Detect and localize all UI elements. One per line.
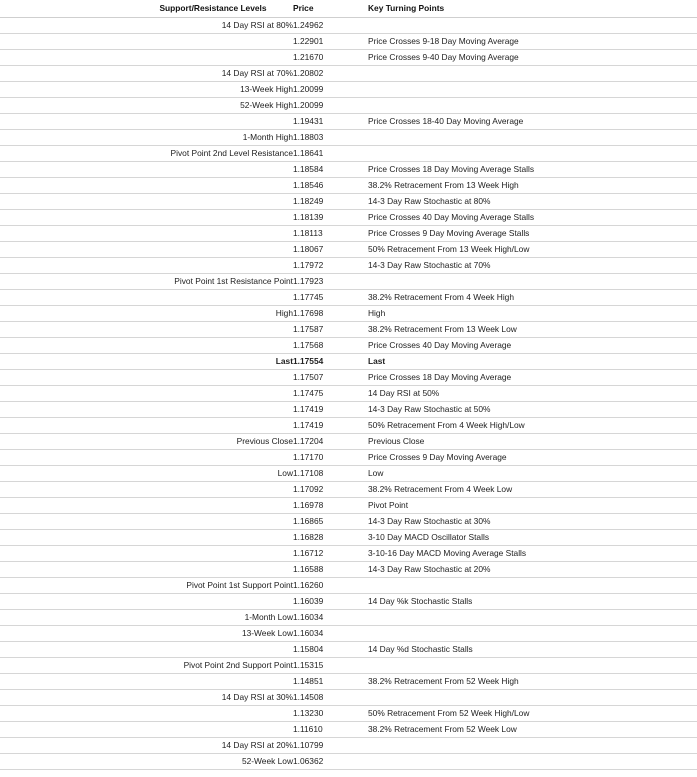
price-cell: 1.06362 [293,754,368,770]
table-row [0,658,697,674]
level-cell [0,210,293,226]
level-cell: 14 Day RSI at 30% [0,690,293,706]
price-cell: 1.10799 [293,738,368,754]
table-row [0,354,697,370]
turning-point-cell: 50% Retracement From 13 Week High/Low [368,242,697,258]
table-row [0,370,697,386]
level-cell [0,114,293,130]
price-cell: 1.17170 [293,450,368,466]
level-cell [0,514,293,530]
price-cell: 1.17698 [293,306,368,322]
turning-point-cell: Pivot Point [368,498,697,514]
price-cell: 1.24962 [293,18,368,34]
table-header-row [0,0,697,18]
level-cell: Low [0,466,293,482]
level-cell [0,674,293,690]
table-row [0,146,697,162]
price-cell: 1.18067 [293,242,368,258]
level-cell: 13-Week High [0,82,293,98]
turning-point-cell: Price Crosses 9 Day Moving Average [368,450,697,466]
turning-point-cell: 14-3 Day Raw Stochastic at 20% [368,562,697,578]
turning-point-cell [368,610,697,626]
level-cell [0,50,293,66]
price-cell: 1.16865 [293,514,368,530]
table-row [0,402,697,418]
turning-point-cell: 14 Day %k Stochastic Stalls [368,594,697,610]
table-row [0,674,697,690]
turning-point-cell [368,578,697,594]
turning-point-cell [368,274,697,290]
level-cell [0,546,293,562]
turning-point-cell: 50% Retracement From 52 Week High/Low [368,706,697,722]
price-cell: 1.18139 [293,210,368,226]
turning-point-cell: 14-3 Day Raw Stochastic at 30% [368,514,697,530]
turning-point-cell: 14 Day RSI at 50% [368,386,697,402]
price-cell: 1.15315 [293,658,368,674]
level-cell [0,178,293,194]
turning-point-cell: Low [368,466,697,482]
level-cell [0,242,293,258]
level-cell: 1-Month High [0,130,293,146]
turning-point-cell [368,626,697,642]
table-body [0,18,697,770]
turning-point-cell: 14-3 Day Raw Stochastic at 80% [368,194,697,210]
table-row [0,578,697,594]
table-row [0,386,697,402]
table-row [0,162,697,178]
turning-point-cell: 14-3 Day Raw Stochastic at 50% [368,402,697,418]
table-row [0,50,697,66]
table-row [0,242,697,258]
table-row [0,114,697,130]
turning-point-cell [368,82,697,98]
level-cell [0,418,293,434]
table-row [0,306,697,322]
turning-point-cell [368,18,697,34]
price-cell: 1.20802 [293,66,368,82]
table-row [0,258,697,274]
turning-point-cell: Price Crosses 40 Day Moving Average [368,338,697,354]
turning-point-cell [368,146,697,162]
table-row [0,530,697,546]
turning-point-cell: 38.2% Retracement From 4 Week High [368,290,697,306]
table-row [0,642,697,658]
table-row [0,562,697,578]
price-cell: 1.16260 [293,578,368,594]
level-cell: Pivot Point 2nd Level Resistance [0,146,293,162]
turning-point-cell: Price Crosses 9 Day Moving Average Stalls [368,226,697,242]
turning-point-cell: Price Crosses 9-18 Day Moving Average [368,34,697,50]
table-row [0,738,697,754]
turning-point-cell: Price Crosses 40 Day Moving Average Stalls [368,210,697,226]
turning-point-cell: Price Crosses 9-40 Day Moving Average [368,50,697,66]
price-cell: 1.17419 [293,402,368,418]
turning-point-cell: 38.2% Retracement From 52 Week High [368,674,697,690]
price-cell: 1.16034 [293,626,368,642]
price-cell: 1.17419 [293,418,368,434]
table-row [0,418,697,434]
turning-point-cell: 38.2% Retracement From 13 Week High [368,178,697,194]
level-cell [0,386,293,402]
table-row [0,178,697,194]
level-cell [0,338,293,354]
price-cell: 1.18803 [293,130,368,146]
header-points: Key Turning Points [368,0,697,18]
price-cell: 1.14508 [293,690,368,706]
level-cell [0,194,293,210]
price-cell: 1.14851 [293,674,368,690]
price-cell: 1.18584 [293,162,368,178]
table-row [0,130,697,146]
price-cell: 1.20099 [293,98,368,114]
table-row [0,274,697,290]
level-cell: Pivot Point 2nd Support Point [0,658,293,674]
table-row [0,98,697,114]
level-cell [0,450,293,466]
level-cell [0,722,293,738]
level-cell: Last [0,354,293,370]
turning-point-cell [368,738,697,754]
price-cell: 1.17507 [293,370,368,386]
table-row [0,66,697,82]
level-cell: 52-Week High [0,98,293,114]
turning-point-cell [368,658,697,674]
turning-point-cell: Price Crosses 18-40 Day Moving Average [368,114,697,130]
level-cell: Pivot Point 1st Support Point [0,578,293,594]
level-cell [0,290,293,306]
price-cell: 1.17923 [293,274,368,290]
price-cell: 1.16712 [293,546,368,562]
level-cell [0,370,293,386]
price-cell: 1.16034 [293,610,368,626]
level-cell [0,530,293,546]
price-cell: 1.13230 [293,706,368,722]
level-cell [0,562,293,578]
table-row [0,514,697,530]
table-row [0,466,697,482]
table-row [0,322,697,338]
level-cell [0,162,293,178]
price-cell: 1.22901 [293,34,368,50]
level-cell [0,706,293,722]
table-row [0,722,697,738]
turning-point-cell [368,754,697,770]
price-cell: 1.17475 [293,386,368,402]
table-row [0,498,697,514]
turning-point-cell: 3-10-16 Day MACD Moving Average Stalls [368,546,697,562]
turning-point-cell: 38.2% Retracement From 13 Week Low [368,322,697,338]
turning-point-cell [368,66,697,82]
header-price: Price [293,0,368,18]
price-cell: 1.16039 [293,594,368,610]
table-row [0,626,697,642]
price-cell: 1.20099 [293,82,368,98]
turning-point-cell [368,690,697,706]
level-cell [0,498,293,514]
table-row [0,546,697,562]
price-cell: 1.17972 [293,258,368,274]
turning-point-cell: 14-3 Day Raw Stochastic at 70% [368,258,697,274]
turning-point-cell: 3-10 Day MACD Oscillator Stalls [368,530,697,546]
turning-point-cell: 38.2% Retracement From 52 Week Low [368,722,697,738]
level-cell [0,482,293,498]
turning-point-cell [368,130,697,146]
table-row [0,434,697,450]
level-cell: 14 Day RSI at 80% [0,18,293,34]
price-cell: 1.16978 [293,498,368,514]
turning-point-cell: 50% Retracement From 4 Week High/Low [368,418,697,434]
level-cell [0,258,293,274]
price-cell: 1.17108 [293,466,368,482]
table-row [0,706,697,722]
level-cell: 14 Day RSI at 70% [0,66,293,82]
price-cell: 1.18546 [293,178,368,194]
table-row [0,754,697,770]
price-cell: 1.16828 [293,530,368,546]
turning-point-cell: Price Crosses 18 Day Moving Average Stalls [368,162,697,178]
level-cell [0,594,293,610]
turning-point-cell: 38.2% Retracement From 4 Week Low [368,482,697,498]
price-cell: 1.17554 [293,354,368,370]
table-row [0,18,697,34]
table-row [0,482,697,498]
header-levels: Support/Resistance Levels [0,0,293,18]
level-cell: Pivot Point 1st Resistance Point [0,274,293,290]
price-cell: 1.19431 [293,114,368,130]
level-cell: High [0,306,293,322]
turning-point-cell: High [368,306,697,322]
level-cell [0,322,293,338]
table-row [0,210,697,226]
table-row [0,450,697,466]
price-cell: 1.11610 [293,722,368,738]
price-cell: 1.17745 [293,290,368,306]
turning-point-cell [368,98,697,114]
price-cell: 1.18113 [293,226,368,242]
price-cell: 1.21670 [293,50,368,66]
price-cell: 1.17568 [293,338,368,354]
table-row [0,338,697,354]
level-cell: 52-Week Low [0,754,293,770]
price-cell: 1.17092 [293,482,368,498]
table-row [0,226,697,242]
level-cell: 13-Week Low [0,626,293,642]
price-cell: 1.17204 [293,434,368,450]
level-cell [0,34,293,50]
level-cell [0,226,293,242]
table-row [0,290,697,306]
turning-point-cell: Last [368,354,697,370]
table-row [0,82,697,98]
price-cell: 1.17587 [293,322,368,338]
turning-point-cell: Previous Close [368,434,697,450]
level-cell [0,642,293,658]
turning-point-cell: Price Crosses 18 Day Moving Average [368,370,697,386]
level-cell: 14 Day RSI at 20% [0,738,293,754]
table-row [0,34,697,50]
price-cell: 1.18641 [293,146,368,162]
table-row [0,690,697,706]
level-cell [0,402,293,418]
level-cell: Previous Close [0,434,293,450]
price-cell: 1.18249 [293,194,368,210]
level-cell: 1-Month Low [0,610,293,626]
table-row [0,610,697,626]
price-cell: 1.15804 [293,642,368,658]
turning-point-cell: 14 Day %d Stochastic Stalls [368,642,697,658]
table-row [0,194,697,210]
table-row [0,594,697,610]
price-cell: 1.16588 [293,562,368,578]
